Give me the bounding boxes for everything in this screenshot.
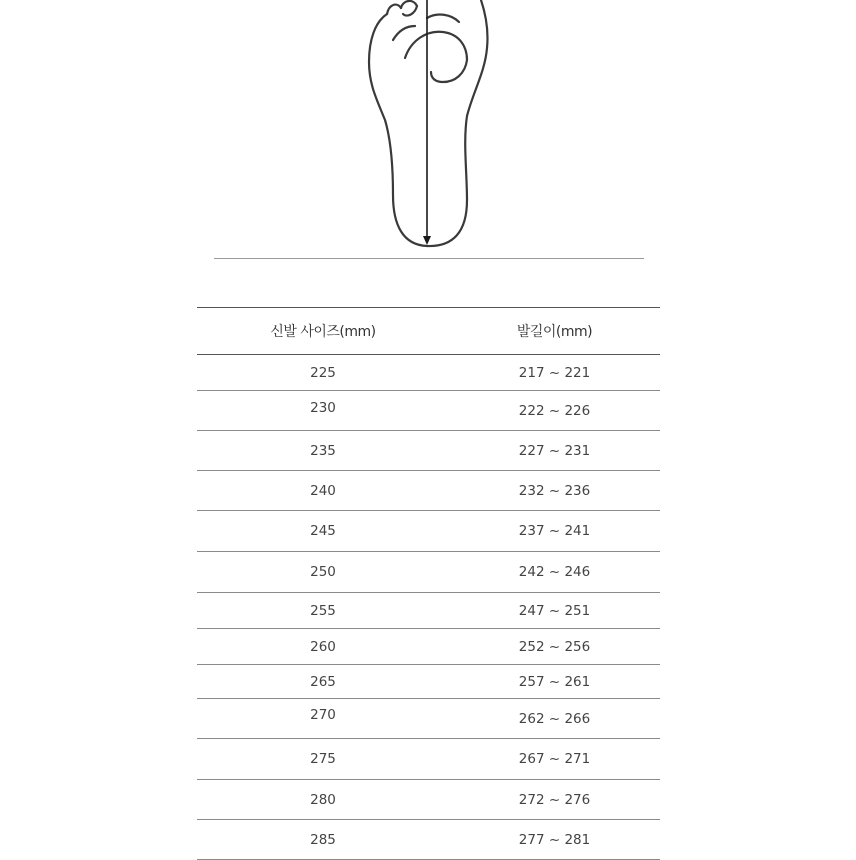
cell-length: 217 ~ 221 (449, 355, 660, 391)
measure-arrow-icon (423, 0, 431, 245)
cell-length: 232 ~ 236 (449, 471, 660, 511)
cell-size: 285 (197, 820, 449, 860)
cell-size: 260 (197, 629, 449, 665)
table-row (197, 699, 660, 739)
table-row (197, 629, 660, 665)
cell-size: 265 (197, 665, 449, 699)
header-foot-length: 발길이(mm) (449, 308, 660, 355)
table-header-row (197, 308, 660, 355)
table-row (197, 471, 660, 511)
table-row (197, 739, 660, 780)
cell-size: 280 (197, 780, 449, 820)
table-row (197, 355, 660, 391)
header-shoe-size: 신발 사이즈(mm) (197, 308, 449, 355)
cell-length: 262 ~ 266 (449, 699, 660, 739)
divider-line (214, 258, 644, 259)
cell-length: 247 ~ 251 (449, 593, 660, 629)
shoe-size-table (197, 307, 660, 860)
foot-illustration (355, 0, 505, 252)
foot-outline-icon (355, 0, 505, 252)
cell-length: 277 ~ 281 (449, 820, 660, 860)
cell-length: 252 ~ 256 (449, 629, 660, 665)
cell-size: 230 (197, 391, 449, 431)
table-row (197, 780, 660, 820)
table-row (197, 552, 660, 593)
cell-size: 250 (197, 552, 449, 593)
cell-size: 275 (197, 739, 449, 780)
table-row (197, 431, 660, 471)
cell-size: 270 (197, 699, 449, 739)
cell-size: 255 (197, 593, 449, 629)
cell-size: 225 (197, 355, 449, 391)
cell-length: 242 ~ 246 (449, 552, 660, 593)
cell-size: 235 (197, 431, 449, 471)
table-row (197, 391, 660, 431)
table-row (197, 593, 660, 629)
cell-length: 222 ~ 226 (449, 391, 660, 431)
cell-length: 227 ~ 231 (449, 431, 660, 471)
cell-size: 245 (197, 511, 449, 552)
table-row (197, 665, 660, 699)
cell-length: 257 ~ 261 (449, 665, 660, 699)
cell-size: 240 (197, 471, 449, 511)
cell-length: 237 ~ 241 (449, 511, 660, 552)
table-row (197, 820, 660, 860)
table-row (197, 511, 660, 552)
cell-length: 267 ~ 271 (449, 739, 660, 780)
cell-length: 272 ~ 276 (449, 780, 660, 820)
